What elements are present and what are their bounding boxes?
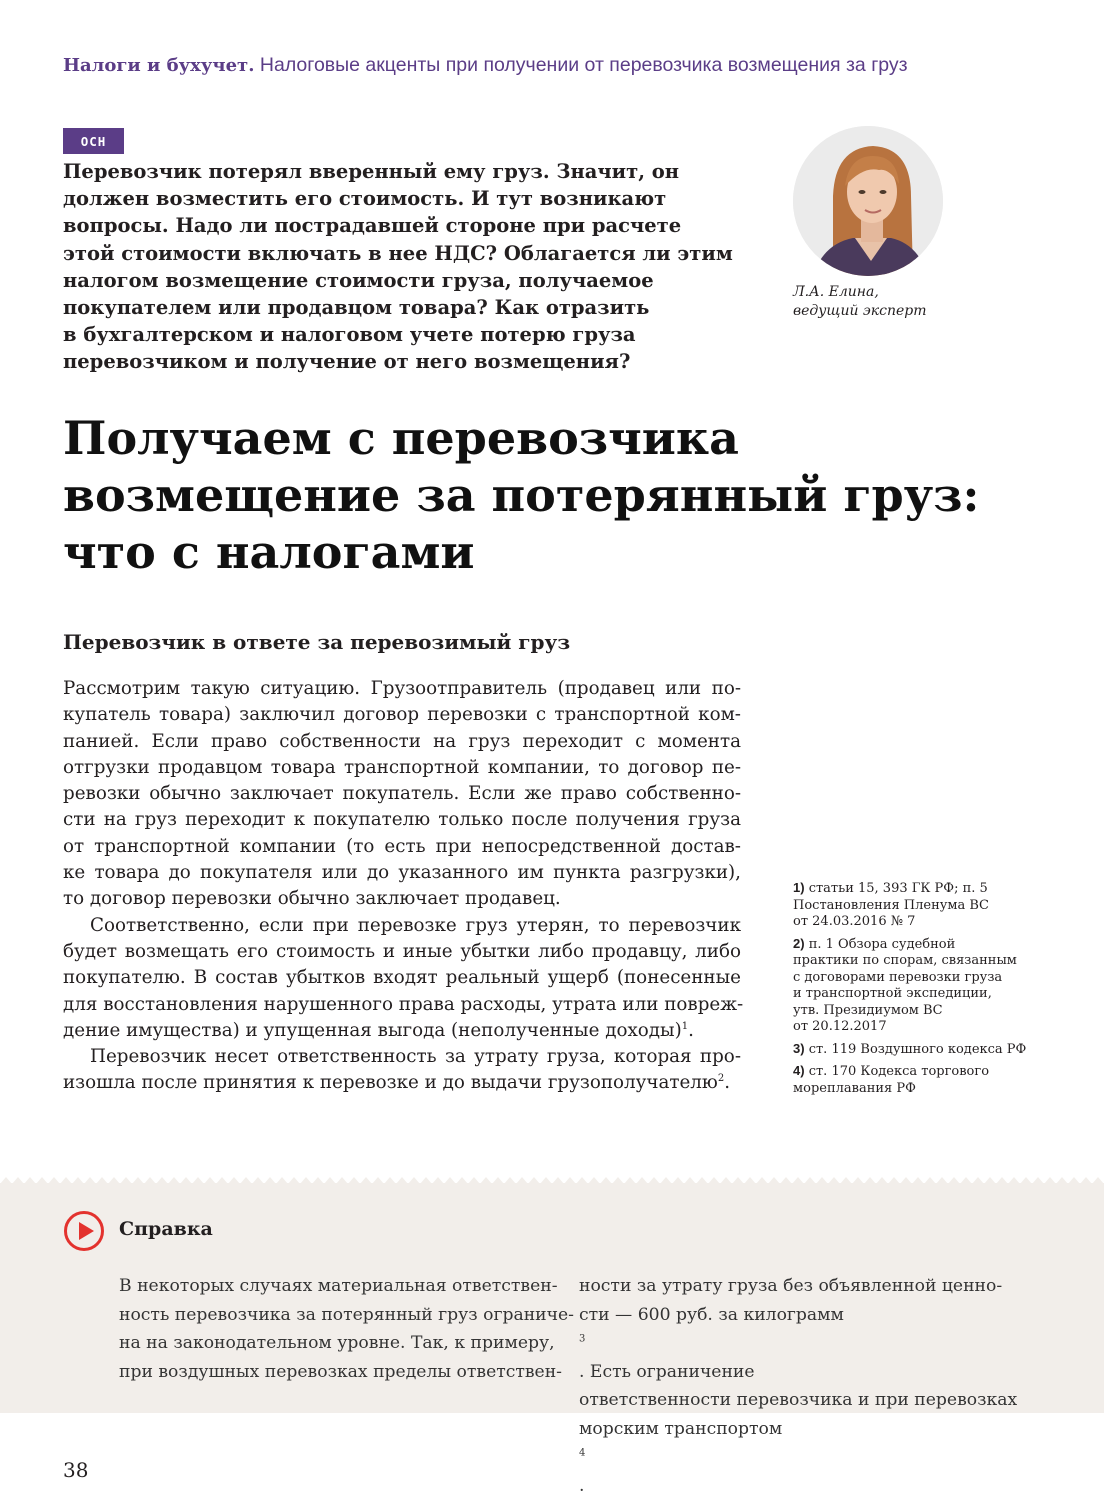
footnote-text: Постановления Пленума ВС bbox=[793, 897, 989, 913]
footnote-ref[interactable]: 2 bbox=[717, 1073, 725, 1085]
body-line-text: дение имущества) и упущенная выгода (неполученные доходы) bbox=[63, 1019, 682, 1041]
body-line: Рассмотрим такую ситуацию. Грузоотправитель (продавец или по- bbox=[63, 678, 741, 699]
body-line: отгрузки продавцом товара транспортной компании, то договор пе- bbox=[63, 756, 741, 778]
reference-column-2 bbox=[579, 1272, 1019, 1500]
body-line: Соответственно, если при перевозке груз утерян, то перевозчик bbox=[90, 914, 741, 936]
lead-line: должен возместить его стоимость. И тут возникают bbox=[63, 187, 667, 211]
footnote-ref[interactable]: 3 bbox=[579, 1333, 586, 1345]
footnote-text: от 24.03.2016 № 7 bbox=[793, 914, 916, 929]
author-portrait-icon bbox=[793, 126, 943, 276]
body-line-text: изошла после принятия к перевозке и до выдачи грузополучателю bbox=[63, 1072, 718, 1094]
play-icon bbox=[63, 1210, 105, 1252]
footnote-text: ст. 119 Воздушного кодекса РФ bbox=[808, 1041, 1027, 1057]
reference-line: на на законодательном уровне. Так, к примеру, bbox=[119, 1333, 555, 1353]
header-subtitle: Налоговые акценты при получении от перевозчика возмещения за груз bbox=[259, 54, 908, 76]
footnote-1 bbox=[793, 880, 1013, 931]
footnote-text: утв. Президиумом ВС bbox=[793, 1002, 943, 1018]
period: . bbox=[688, 1019, 694, 1041]
reference-line: при воздушных перевозках пределы ответствен- bbox=[119, 1361, 562, 1382]
section-heading: Перевозчик в ответе за перевозимый груз bbox=[63, 630, 571, 654]
reference-line: ность перевозчика за потерянный груз ограниче- bbox=[119, 1304, 574, 1325]
body-line bbox=[63, 1070, 741, 1096]
zigzag-border bbox=[0, 1176, 1104, 1184]
reference-line: ответственности перевозчика и при перевозках bbox=[579, 1390, 1018, 1410]
footnote-number: 4) bbox=[793, 1063, 805, 1078]
lead-line: Перевозчик потерял вверенный ему груз. Значит, он bbox=[63, 160, 680, 183]
article-title bbox=[63, 410, 1063, 581]
page-number: 38 bbox=[63, 1458, 89, 1482]
footnote-number: 1) bbox=[793, 880, 805, 895]
footnote-text: практики по спорам, связанным bbox=[793, 953, 1017, 968]
reference-line: В некоторых случаях материальная ответствен- bbox=[119, 1276, 558, 1296]
reference-line bbox=[579, 1301, 1019, 1387]
footnote-text: мореплавания РФ bbox=[793, 1080, 916, 1096]
reference-line: ности за утрату груза без объявленной ценно- bbox=[579, 1276, 1003, 1296]
body-line: сти на груз переходит к покупателю только после получения груза bbox=[63, 809, 741, 831]
footnote-ref[interactable]: 1 bbox=[681, 1020, 689, 1032]
lead-paragraph bbox=[63, 158, 763, 376]
reference-text: сти — 600 руб. за килограмм bbox=[579, 1304, 844, 1325]
author-name: Л.А. Елина, bbox=[793, 284, 879, 300]
reference-column-1 bbox=[119, 1272, 574, 1386]
lead-line: в бухгалтерском и налоговом учете потерю груза bbox=[63, 323, 636, 347]
footnote-4 bbox=[793, 1063, 1013, 1097]
footnote-number: 3) bbox=[793, 1040, 805, 1056]
period: . bbox=[724, 1072, 731, 1094]
reference-text: . Есть ограничение bbox=[579, 1361, 755, 1382]
footnote-text: ст. 170 Кодекса торгового bbox=[808, 1064, 990, 1079]
tax-regime-tag: ОСН bbox=[63, 128, 124, 154]
body-line: Перевозчик несет ответственность за утрату груза, которая про- bbox=[90, 1046, 741, 1068]
title-line: возмещение за потерянный груз: bbox=[63, 468, 980, 522]
footnote-text: и транспортной экспедиции, bbox=[793, 986, 992, 1001]
footnote-text: статьи 15, 393 ГК РФ; п. 5 bbox=[808, 881, 988, 896]
lead-line: покупателем или продавцом товара? Как отразить bbox=[63, 296, 650, 320]
lead-line: перевозчиком и получение от него возмещения? bbox=[63, 350, 631, 374]
lead-line: вопросы. Надо ли пострадавшей стороне при расчете bbox=[63, 214, 682, 238]
body-line: для восстановления нарушенного права расходы, утрата или повреж- bbox=[63, 993, 744, 1015]
lead-line: этой стоимости включать в нее НДС? Облагается ли этим bbox=[63, 241, 733, 265]
footnote-text: от 20.12.2017 bbox=[793, 1019, 887, 1034]
body-line: ке товара до покупателя или до указанного им пункта разгрузки), bbox=[63, 862, 741, 884]
body-line: ревозки обычно заключает покупатель. Если же право собственно- bbox=[63, 783, 741, 805]
footnote-ref[interactable]: 4 bbox=[579, 1447, 586, 1459]
section-name: Налоги и бухучет. bbox=[63, 55, 255, 76]
footnotes bbox=[793, 880, 1027, 1102]
reference-text: . bbox=[579, 1475, 585, 1496]
body-line: будет возмещать его стоимость и иные убытки либо продавцу, либо bbox=[63, 940, 741, 962]
footnote-text: с договорами перевозки груза bbox=[793, 969, 1003, 985]
author-role: ведущий эксперт bbox=[793, 303, 927, 319]
running-header bbox=[63, 54, 1063, 77]
lead-line: налогом возмещение стоимости груза, получаемое bbox=[63, 268, 654, 292]
body-line: купатель товара) заключил договор перевозки с транспортной ком- bbox=[63, 704, 741, 726]
author-caption bbox=[793, 283, 1013, 321]
footnote-2 bbox=[793, 935, 1017, 1036]
title-line: что с налогами bbox=[63, 525, 475, 579]
body-line: покупателю. В состав убытков входят реальный ущерб (понесенные bbox=[63, 967, 741, 989]
footnote-number: 2) bbox=[793, 935, 805, 951]
body-line: панией. Если право собственности на груз переходит с момента bbox=[63, 730, 741, 752]
author-photo bbox=[793, 126, 943, 276]
footnote-text: п. 1 Обзора судебной bbox=[808, 936, 956, 952]
footnote-3 bbox=[793, 1040, 1027, 1059]
reference-line bbox=[579, 1415, 1019, 1500]
article-body bbox=[63, 676, 744, 1097]
reference-title: Справка bbox=[119, 1218, 213, 1240]
body-line bbox=[63, 1018, 741, 1044]
body-line: то договор перевозки обычно заключает продавец. bbox=[63, 888, 561, 910]
title-line: Получаем с перевозчика bbox=[63, 411, 739, 465]
reference-text: морским транспортом bbox=[579, 1418, 783, 1439]
body-line: от транспортной компании (то есть при непосредственной достав- bbox=[63, 835, 741, 857]
